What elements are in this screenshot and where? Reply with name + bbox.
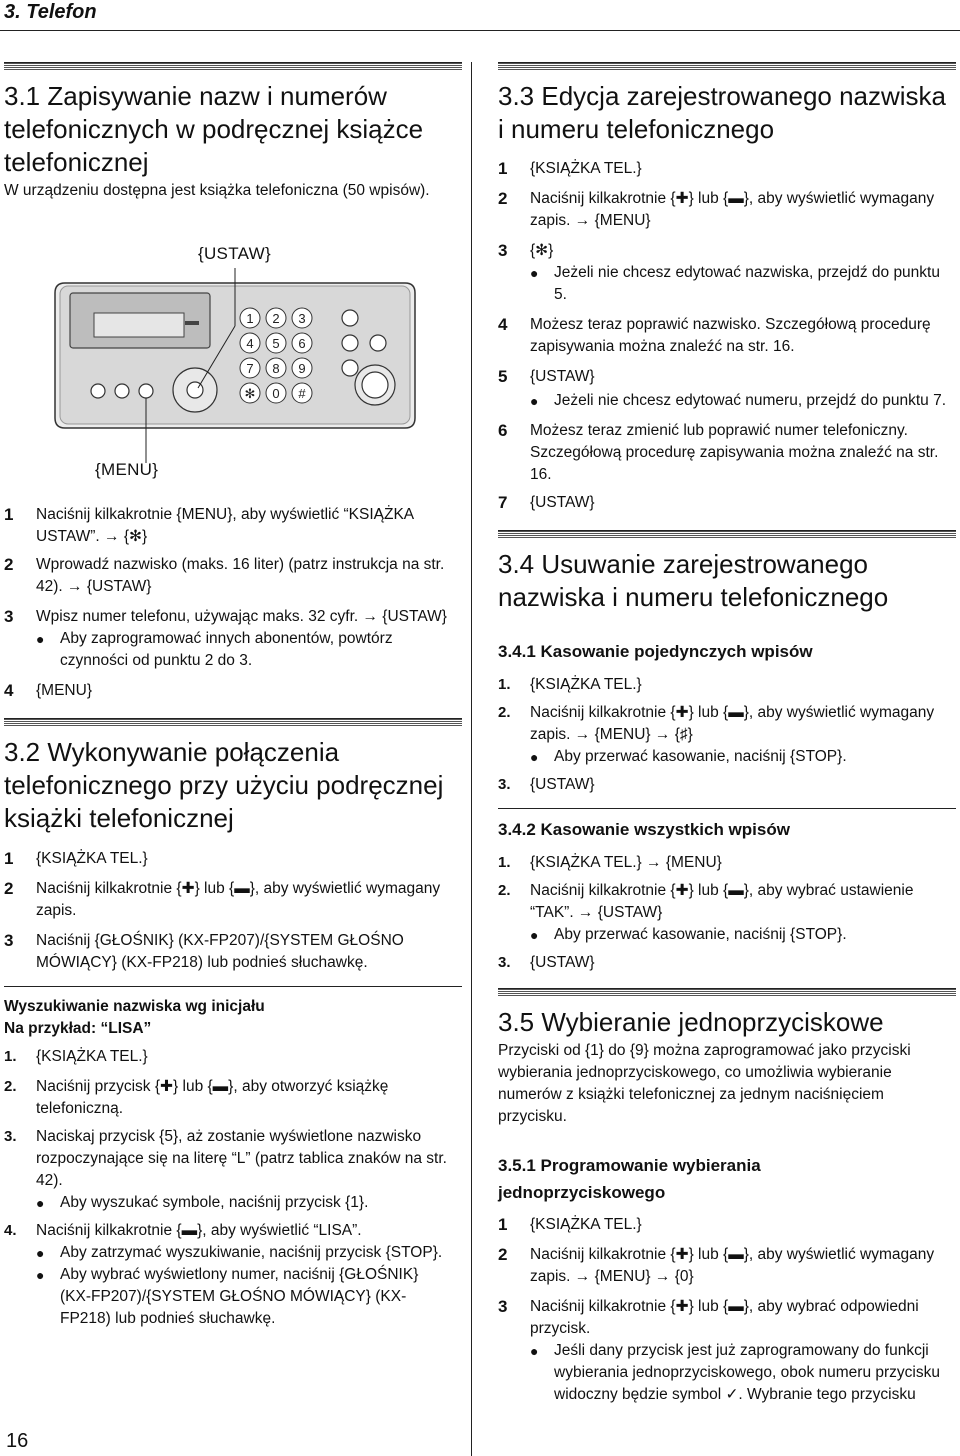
step-3-1-1: 1 Naciśnij kilkakrotnie {MENU}, aby wyświetlić “KSIĄŻKA USTAW”. → {✻} [4, 505, 415, 545]
svg-text:2: 2 [272, 311, 280, 326]
search-step-4: 4. Naciśnij kilkakrotnie {▬}, aby wyświetlić “LISA”. [4, 1222, 362, 1239]
bullet-3-4-1: ● Aby przerwać kasowanie, naciśnij {STOP}. [530, 748, 847, 765]
section-title-3-1: 3.1 Zapisywanie nazw i numerów telefonicznych w podręcznej książce telefonicznej [4, 81, 424, 177]
subsection-3-4-2: 3.4.2 Kasowanie wszystkich wpisów [498, 820, 790, 839]
step-3-4-2-2: 2. Naciśnij kilkakrotnie {✚} lub {▬}, aby wybrać ustawienie “TAK”. → {USTAW} [498, 882, 914, 921]
bullet-3-3-5: ● Jeżeli nie chcesz edytować numeru, przejdź do punktu 7. [530, 392, 947, 409]
bullet-3-5-3: ● Jeśli dany przycisk jest już zaprogramowany do funkcji wybierania jednoprzyciskowego, obok numeru przycisku widoczny będzie symbol ✓. Wybranie tego przycisku [530, 1342, 940, 1403]
search-example: Na przykład: “LISA” [4, 1020, 152, 1037]
intro-3-5: Przyciski od {1} do {9} można zaprogramować jako przyciski wybierania jednoprzyciskowego, co umożliwia wybieranie numerów z książki telefonicznej za jednym naciśnięciem przycisku. [498, 1042, 911, 1125]
bullet-3-4-2: ● Aby przerwać kasowanie, naciśnij {STOP}. [530, 926, 847, 943]
svg-text:0: 0 [272, 386, 280, 401]
step-3-2-3: 3 Naciśnij {GŁOŚNIK} (KX-FP207)/{SYSTEM GŁOŚNO MÓWIĄCY} (KX-FP218) lub podnieś słuchawkę. [4, 931, 404, 971]
header-rule [0, 30, 960, 31]
svg-text:✻: ✻ [244, 386, 256, 401]
search-step-2: 2. Naciśnij przycisk {✚} lub {▬}, aby otworzyć książkę telefoniczną. [4, 1078, 389, 1117]
svg-text:6: 6 [298, 336, 306, 351]
step-3-4-2-3: 3. {USTAW} [498, 954, 595, 971]
bullet-3-3-3: ● Jeżeli nie chcesz edytować nazwiska, przejdź do punktu 5. [530, 264, 940, 303]
search-bullet-4b: ● Aby wybrać wyświetlony numer, naciśnij {GŁOŚNIK} (KX-FP207)/{SYSTEM GŁOŚNO MÓWIĄCY} (KX- FP218) lub podnieś słuchawkę. [36, 1266, 419, 1327]
subsection-3-5-1: 3.5.1 Programowanie wybierania jednoprzyciskowego [498, 1156, 761, 1202]
section-bar [498, 62, 956, 70]
section-bar [4, 718, 462, 726]
search-title: Wyszukiwanie nazwiska wg inicjału [4, 998, 265, 1015]
divider [4, 986, 462, 987]
svg-text:3: 3 [298, 311, 306, 326]
step-3-3-5: 5 {USTAW} [498, 367, 595, 386]
column-divider [471, 62, 472, 1456]
step-3-4-2-1: 1. {KSIĄŻKA TEL.} → {MENU} [498, 854, 722, 871]
search-bullet-4a: ● Aby zatrzymać wyszukiwanie, naciśnij przycisk {STOP}. [36, 1244, 443, 1261]
step-3-5-1: 1 {KSIĄŻKA TEL.} [498, 1215, 642, 1234]
divider [498, 808, 956, 809]
step-3-3-2: 2 Naciśnij kilkakrotnie {✚} lub {▬}, aby wyświetlić wymagany zapis. → {MENU} [498, 189, 935, 229]
fax-device-illustration [50, 268, 420, 468]
svg-text:4: 4 [246, 336, 254, 351]
svg-text:8: 8 [272, 361, 280, 376]
step-3-3-7: 7 {USTAW} [498, 493, 595, 512]
step-3-4-1-3: 3. {USTAW} [498, 776, 595, 793]
section-title-3-4: 3.4 Usuwanie zarejestrowanego nazwiska i numeru telefonicznego [498, 549, 889, 612]
search-step-1: 1. {KSIĄŻKA TEL.} [4, 1048, 148, 1065]
step-3-1-2: 2 Wprowadź nazwisko (maks. 16 liter) (patrz instrukcja na str. 42). → {USTAW} [4, 555, 445, 595]
chapter-header: 3. Telefon [4, 1, 97, 23]
step-3-3-4: 4 Możesz teraz poprawić nazwisko. Szczegółową procedurę zapisywania można znaleźć na str. 16. [498, 315, 931, 355]
menu-callout: {MENU} [95, 460, 159, 479]
step-3-5-3: 3 Naciśnij kilkakrotnie {✚} lub {▬}, aby wybrać odpowiedni przycisk. [498, 1297, 919, 1337]
section-bar [4, 62, 462, 70]
bullet-3-1-3: ● Aby zaprogramować innych abonentów, powtórz czynności od punktu 2 do 3. [36, 630, 393, 669]
step-3-3-6: 6 Możesz teraz zmienić lub poprawić numer telefoniczny. Szczegółową procedurę zapisywania można znaleźć na str. 16. [498, 421, 939, 483]
section-title-3-2: 3.2 Wykonywanie połączenia telefonicznego przy użyciu podręcznej książki telefonicznej [4, 737, 444, 833]
step-3-5-2: 2 Naciśnij kilkakrotnie {✚} lub {▬}, aby wyświetlić wymagany zapis. → {MENU} → {0} [498, 1245, 935, 1285]
step-3-3-1: 1 {KSIĄŻKA TEL.} [498, 159, 642, 178]
svg-text:1: 1 [246, 311, 254, 326]
step-3-2-1: 1 {KSIĄŻKA TEL.} [4, 849, 148, 868]
step-3-1-4: 4 {MENU} [4, 681, 92, 700]
svg-text:7: 7 [246, 361, 254, 376]
section-bar [498, 530, 956, 538]
intro-text: W urządzeniu dostępna jest książka telefoniczna (50 wpisów). [4, 182, 430, 199]
section-bar [498, 988, 956, 996]
svg-text:5: 5 [272, 336, 280, 351]
step-3-4-1-1: 1. {KSIĄŻKA TEL.} [498, 676, 642, 693]
step-3-3-3: 3 {✻} [498, 241, 554, 260]
step-3-2-2: 2 Naciśnij kilkakrotnie {✚} lub {▬}, aby wyświetlić wymagany zapis. [4, 879, 441, 919]
svg-text:9: 9 [298, 361, 306, 376]
step-3-1-3: 3 Wpisz numer telefonu, używając maks. 32 cyfr. → {USTAW} [4, 607, 447, 626]
search-step-3: 3. Naciskaj przycisk {5}, aż zostanie wyświetlone nazwisko rozpoczynające się na literę “L” (patrz tablica znaków na str. 42). [4, 1128, 447, 1189]
search-bullet-3: ● Aby wyszukać symbole, naciśnij przycisk {1}. [36, 1194, 369, 1211]
svg-text:#: # [298, 386, 306, 401]
step-3-4-1-2: 2. Naciśnij kilkakrotnie {✚} lub {▬}, aby wyświetlić wymagany zapis. → {MENU} → {♯} [498, 704, 935, 743]
page-number: 16 [6, 1430, 29, 1452]
ustaw-callout: {USTAW} [198, 244, 271, 263]
subsection-3-4-1: 3.4.1 Kasowanie pojedynczych wpisów [498, 642, 813, 661]
section-title-3-5: 3.5 Wybieranie jednoprzyciskowe [498, 1007, 884, 1037]
section-title-3-3: 3.3 Edycja zarejestrowanego nazwiska i numeru telefonicznego [498, 81, 947, 144]
